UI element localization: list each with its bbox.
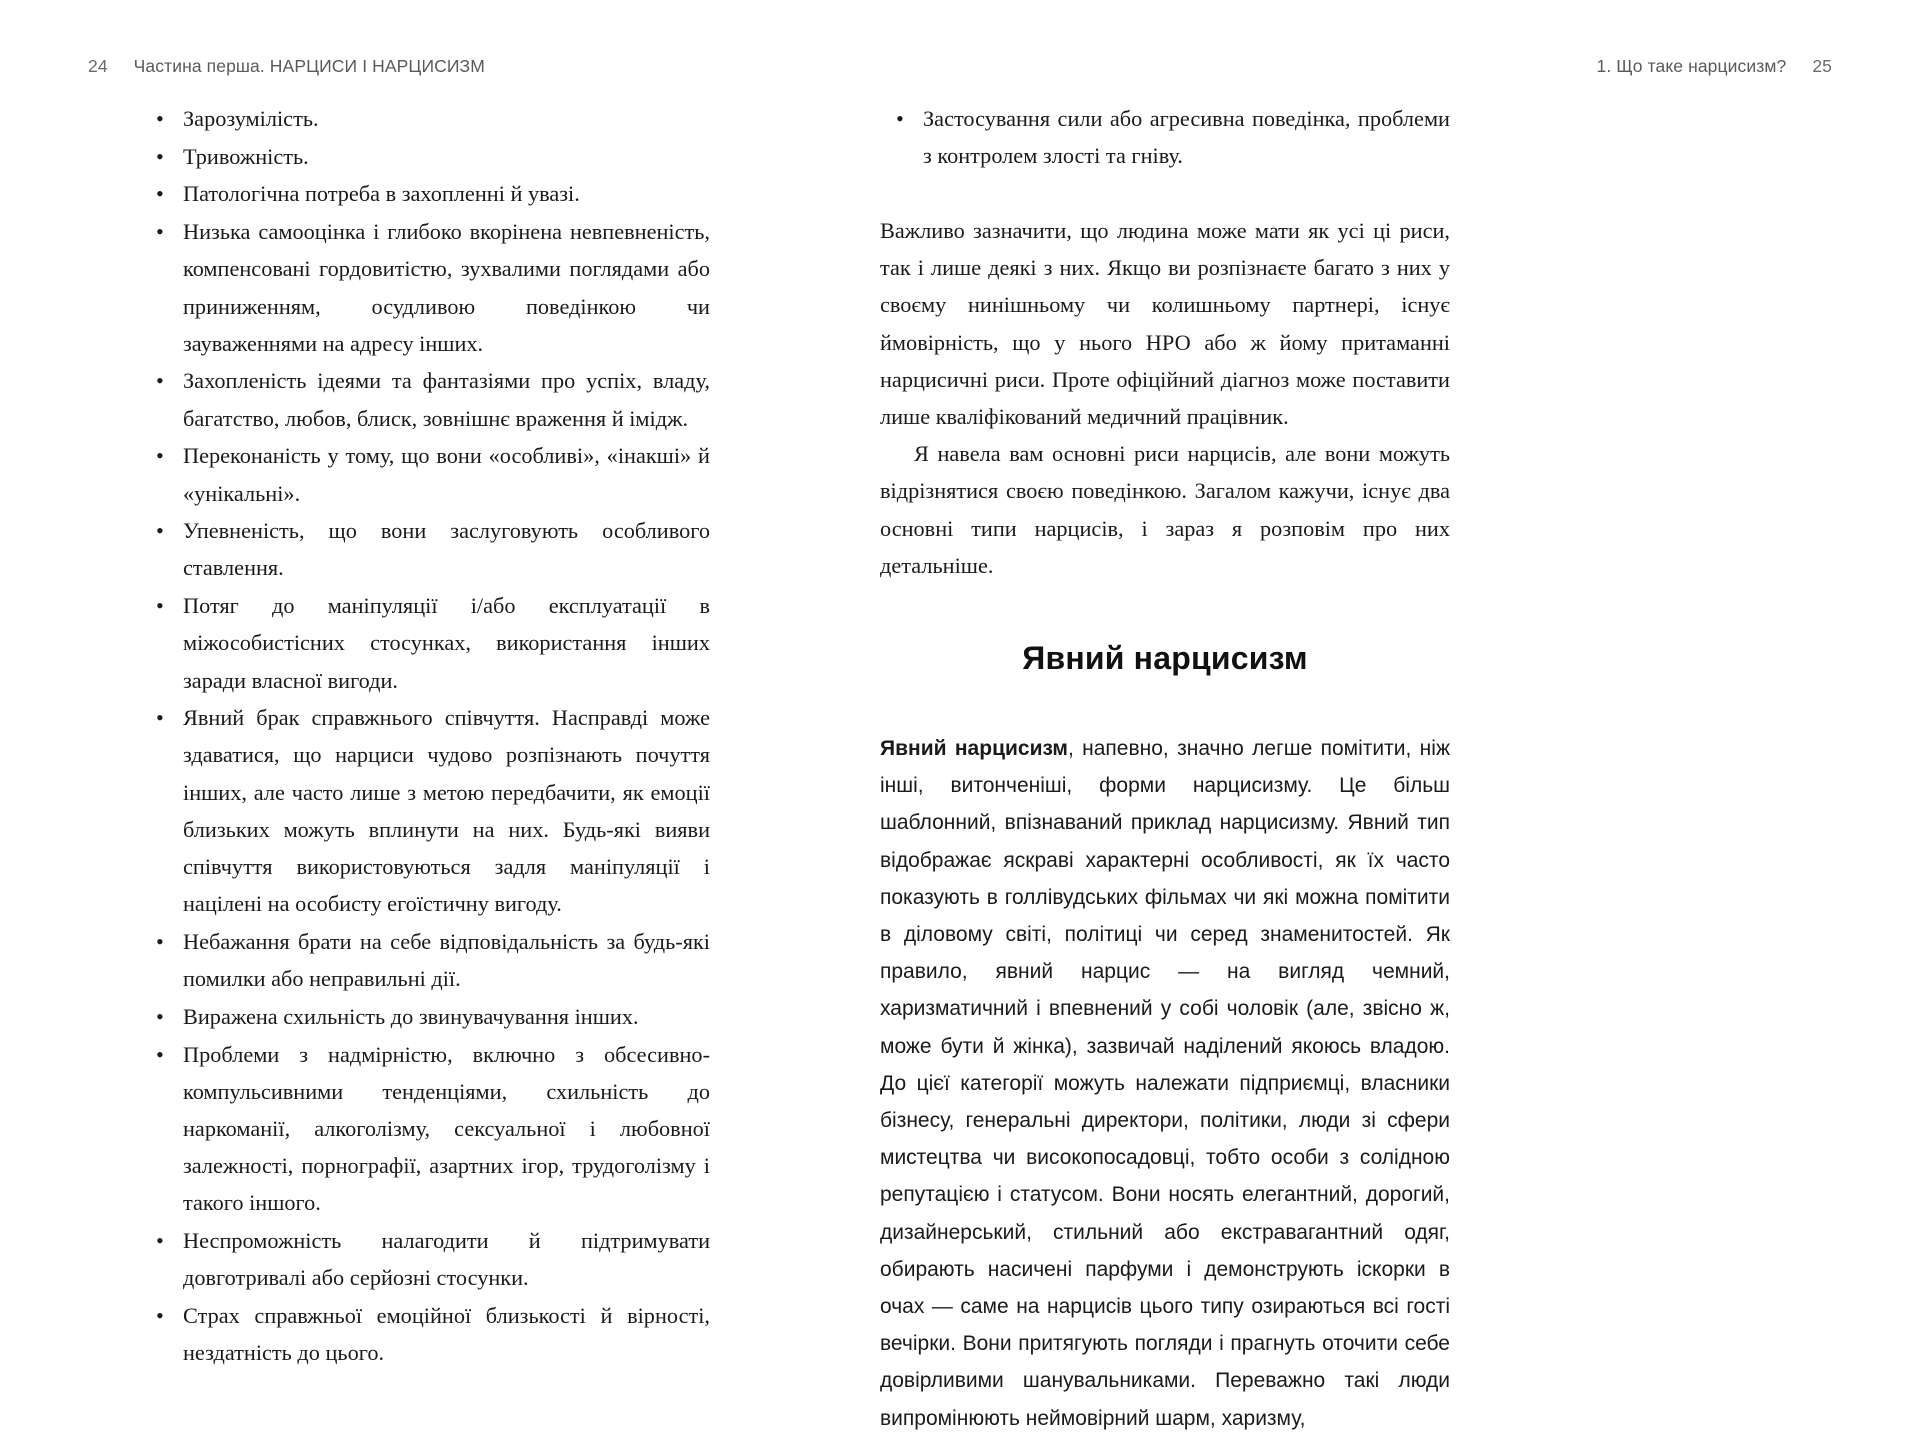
- bullet-icon: [156, 175, 164, 212]
- list-item-text: Зарозумілість.: [183, 106, 319, 131]
- right-page-column: [880, 100, 1450, 1437]
- running-head-right-text: 1. Що таке нарцисизм?: [1596, 56, 1787, 76]
- list-paragraph-spacer: [880, 175, 1450, 212]
- bullet-icon: [156, 1036, 164, 1073]
- bullet-icon: [156, 138, 164, 175]
- list-item-text: Упевненість, що вони заслуговують особливого ставлення.: [183, 518, 710, 581]
- paragraph-overt-narcissism: [880, 730, 1450, 1437]
- bullet-icon: [156, 998, 164, 1035]
- running-head-right: [1597, 55, 1832, 77]
- bullet-icon: [156, 437, 164, 474]
- list-item-text: Переконаність у тому, що вони «особливі», «інакші» й «унікальні».: [183, 443, 710, 506]
- paragraph-important-note: Важливо зазначити, що людина може мати як усі ці риси, так і лише деякі з них. Якщо ви розпізнаєте багато з них у своєму нинішньому чи колишньому партнері, існує ймовірність, що у нього НРО або ж йому притаманні нарцисичні риси. Проте офіційний діагноз може поставити лише кваліфікований медичний працівник.: [880, 217, 1450, 429]
- list-item: [140, 1222, 710, 1296]
- list-item: [880, 100, 1450, 174]
- bullet-icon: [156, 512, 164, 549]
- list-item: [140, 699, 710, 922]
- paragraph-types-intro: Я навела вам основні риси нарцисів, але вони можуть відрізнятися своєю поведінкою. Загалом кажучи, існує два основні типи нарцисів, і зараз я розповім про них детальніше.: [880, 441, 1450, 578]
- bullet-icon: [156, 1222, 164, 1259]
- list-item-text: Застосування сили або агресивна поведінка, проблеми з контролем злості та гніву.: [923, 106, 1450, 169]
- running-head-left-text: Частина перша. НАРЦИСИ І НАРЦИСИЗМ: [133, 56, 485, 76]
- list-item: [140, 998, 710, 1035]
- bullet-icon: [156, 587, 164, 624]
- list-item: [140, 1036, 710, 1222]
- list-item: [140, 512, 710, 586]
- list-item: [140, 1297, 710, 1371]
- list-item-text: Неспроможність налагодити й підтримувати довготривалі або серйозні стосунки.: [183, 1228, 710, 1291]
- list-item: [140, 923, 710, 997]
- paragraph-body-text: , напевно, значно легше помітити, ніж інші, витонченіші, форми нарцисизму. Це більш шаблонний, впізнаваний приклад нарцисизму. Явний тип відображає яскраві характерні особливості, як їх часто показують в голлівудських фільмах чи які можна помітити в діловому світі, політиці чи серед знаменитостей. Як правило, явний нарцис — на вигляд чемний, харизматичний і впевнений у собі чоловік (але, звісно ж, може бути й жінка), зазвичай наділений якоюсь владою. До цієї категорії можуть належати підприємці, власники бізнесу, генеральні директори, політики, люди зі сфери мистецтва чи високопосадовці, тобто особи з солідною репутацією і статусом. Вони носять елегантний, дорогий, дизайнерський, стильний або екстравагантний одяг, обирають насичені парфуми і демонструють іскорки в очах — саме на нарцисів цього типу озираються всі гості вечірки. Вони притягують погляди і прагнуть оточити себе довірливими шанувальниками. Переважно такі люди випромінюють неймовірний шарм, харизму,: [880, 736, 1450, 1430]
- list-item-text: Потяг до маніпуляції і/або експлуатації в міжособистісних стосунках, використання інших заради власної вигоди.: [183, 593, 710, 693]
- list-item: [140, 175, 710, 212]
- narcissism-traits-list-left: [140, 100, 710, 1371]
- list-item-text: Захопленість ідеями та фантазіями про успіх, владу, багатство, любов, блиск, зовнішнє враження й імідж.: [183, 368, 710, 431]
- list-item: [140, 362, 710, 436]
- list-item-text: Тривожність.: [183, 143, 309, 169]
- folio-right: 25: [1812, 56, 1832, 76]
- list-item-text: Низька самооцінка і глибоко вкорінена невпевненість, компенсовані гордовитістю, зухвалими поглядами або приниженням, осудливою поведінкою чи зауваженнями на адресу інших.: [183, 219, 710, 356]
- bullet-icon: [896, 100, 904, 137]
- list-item: [140, 587, 710, 699]
- bullet-icon: [156, 699, 164, 736]
- list-item: [140, 138, 710, 175]
- list-item-text: Патологічна потреба в захопленні й увазі.: [183, 181, 580, 207]
- narcissism-traits-list-right: [880, 100, 1450, 174]
- bullet-icon: [156, 923, 164, 960]
- heading-top-spacer: [880, 584, 1450, 638]
- list-item-text: Небажання брати на себе відповідальність за будь-які помилки або неправильні дії.: [183, 928, 710, 992]
- bullet-icon: [156, 362, 164, 399]
- list-item-text: Виражена схильність до звинувачування інших.: [183, 1003, 639, 1029]
- list-item: [140, 100, 710, 137]
- folio-left: 24: [88, 56, 108, 76]
- list-item-text: Явний брак справжнього співчуття. Насправді може здаватися, що нарциси чудово розпізнають почуття інших, але часто лише з метою передбачити, як емоції близьких можуть вплинути на них. Будь-які вияви співчуття використовуються задля маніпуляції і націлені на особисту егоїстичну вигоду.: [183, 705, 710, 917]
- left-page-column: [140, 100, 710, 1372]
- running-head-left: [88, 55, 485, 77]
- bullet-icon: [156, 100, 164, 137]
- bullet-icon: [156, 1297, 164, 1334]
- list-item: [140, 213, 710, 362]
- list-item-text: Проблеми з надмірністю, включно з обсесивно-компульсивними тенденціями, схильність до наркоманії, алкоголізму, сексуальної і любовної залежності, порнографії, азартних ігор, трудоголізму і такого іншого.: [183, 1041, 710, 1216]
- page-columns: [0, 100, 1920, 1430]
- heading-bottom-spacer: [880, 678, 1450, 730]
- list-item-text: Страх справжньої емоційної близькості й вірності, нездатність до цього.: [183, 1303, 710, 1366]
- list-item: [140, 437, 710, 511]
- section-heading-overt-narcissism: Явний нарцисизм: [1022, 639, 1308, 676]
- paragraph-lead-in: Явний нарцисизм: [880, 736, 1068, 760]
- bullet-icon: [156, 213, 164, 250]
